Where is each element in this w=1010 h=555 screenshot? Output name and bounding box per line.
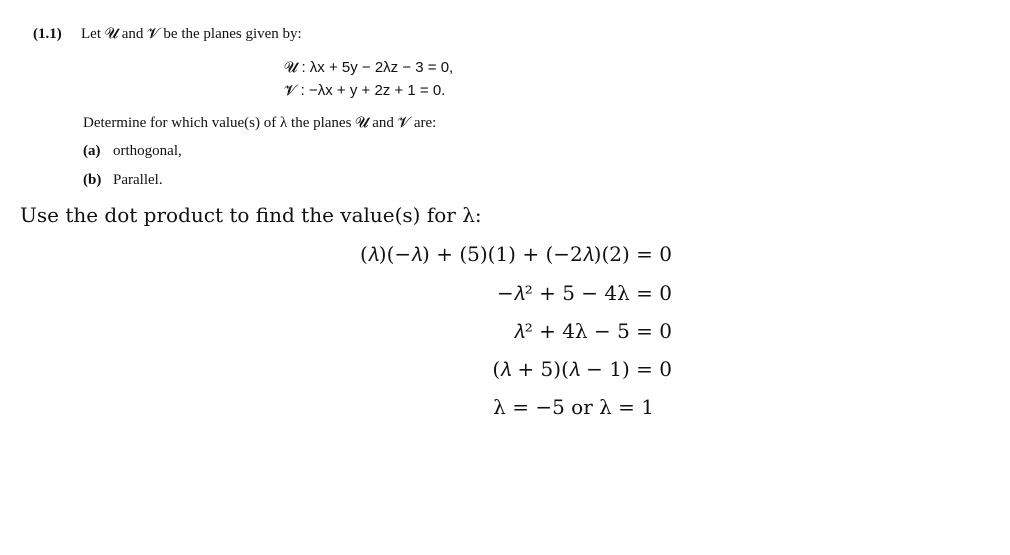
problem-number: (1.1) [33,26,62,42]
solution-step-1: (𝜆)(−𝜆) + (5)(1) + (−2𝜆)(2) = 0 [360,242,672,266]
solution-step-5: λ = −5 or λ = 1 [493,395,654,419]
part-b-label: (b) [83,172,102,188]
problem-header [33,25,302,43]
part-a-label: (a) [83,143,101,159]
part-a-text: orthogonal, [113,143,182,159]
plane-u-equation: 𝓤 : λx + 5y − 2λz − 3 = 0, [284,59,454,76]
part-b-text: Parallel. [113,172,163,188]
problem-question: Determine for which value(s) of λ the planes 𝓤 and 𝓥 are: [83,115,437,131]
solution-step-2: −𝜆² + 5 − 4λ = 0 [497,281,672,305]
solution-step-3: 𝜆² + 4λ − 5 = 0 [513,319,672,343]
problem-intro: Let 𝓤 and 𝓥 be the planes given by: [81,26,302,42]
solution-intro: Use the dot product to find the value(s) for λ: [20,203,482,227]
part-b [83,172,163,189]
solution-step-4: (𝜆 + 5)(𝜆 − 1) = 0 [492,357,672,381]
part-a [83,143,182,160]
plane-v-equation: 𝓥 : −λx + y + 2z + 1 = 0. [284,82,446,99]
